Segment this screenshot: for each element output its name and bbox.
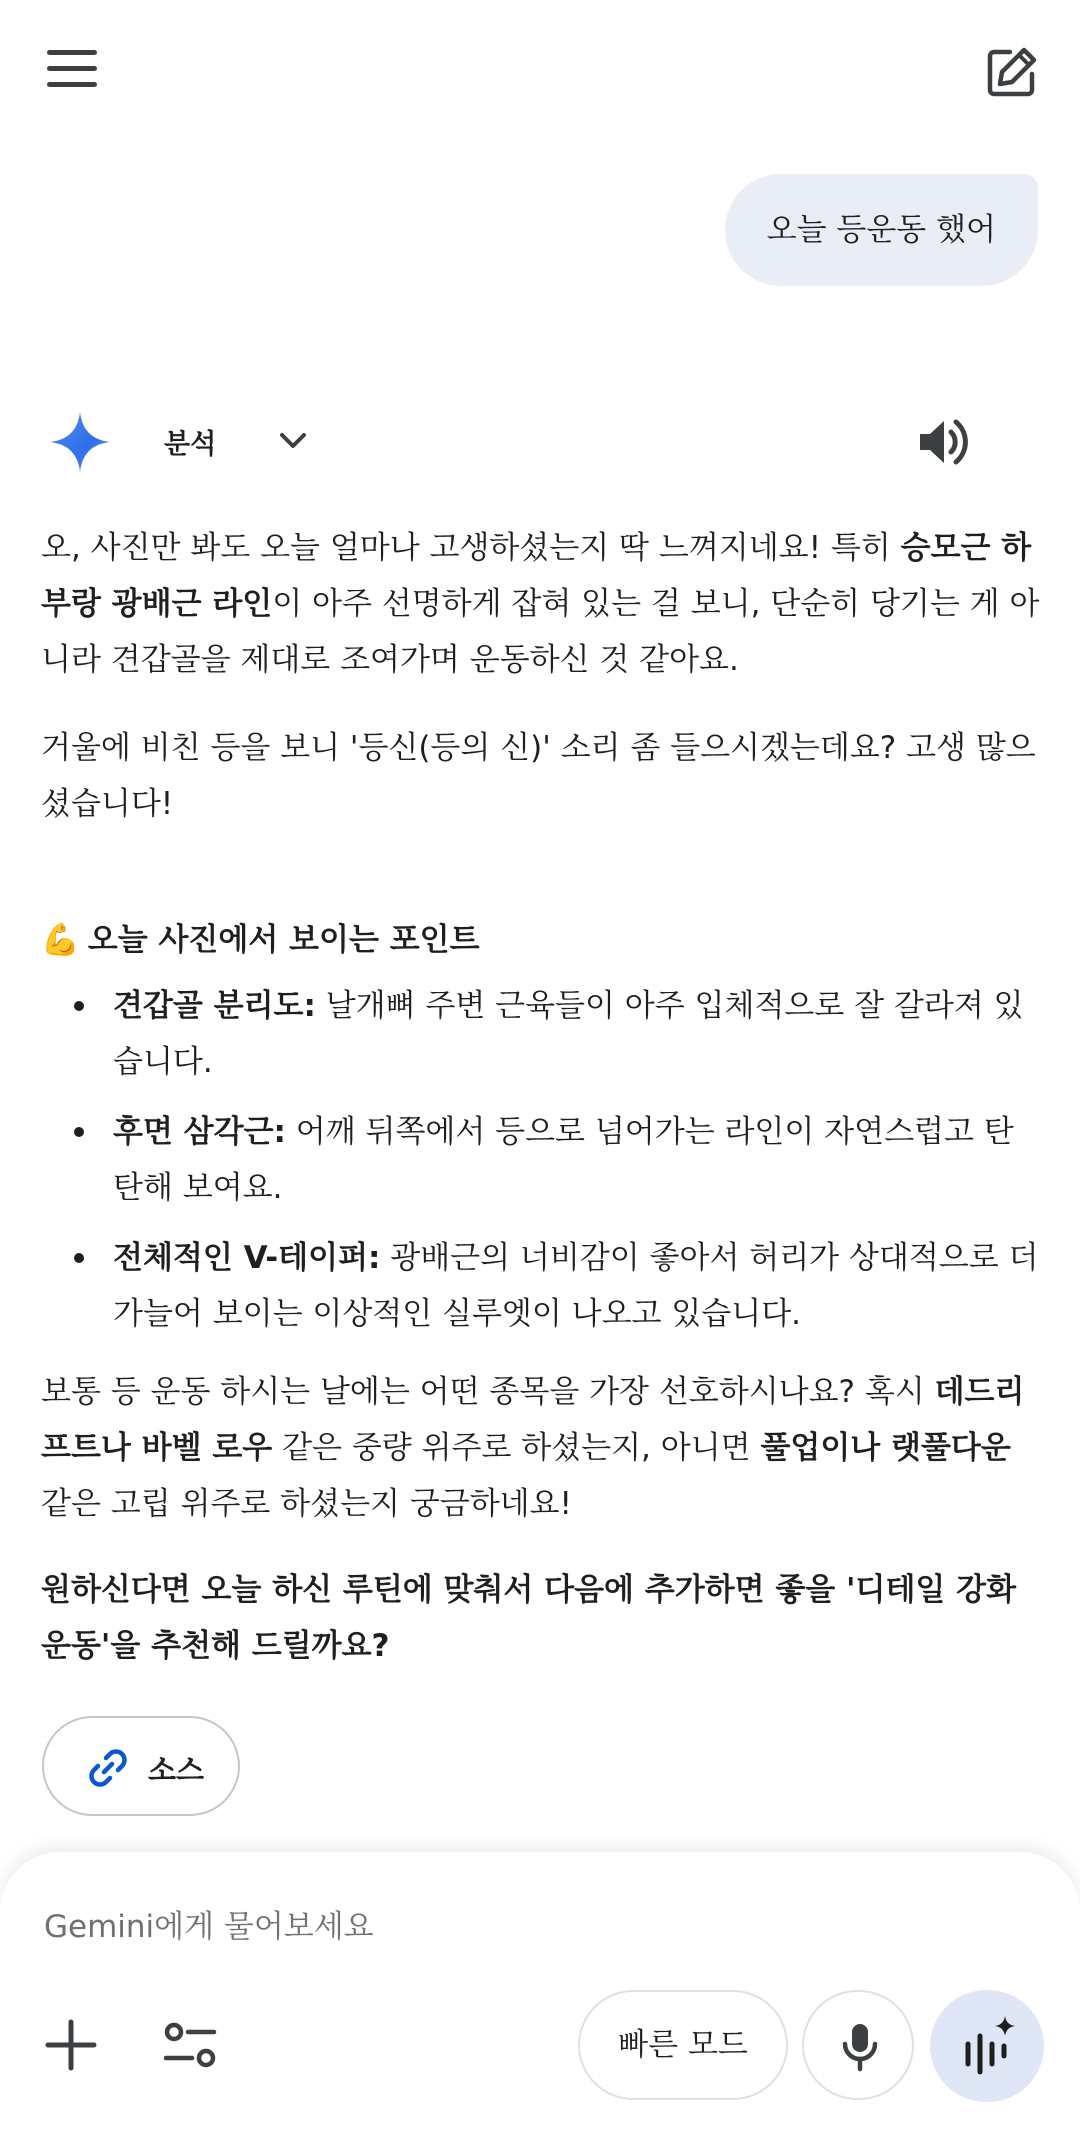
top-bar <box>0 0 1080 150</box>
response-paragraph: 오, 사진만 봐도 오늘 얼마나 고생하셨는지 딱 느껴지네요! 특히 승모근 하부랑 광배근 라인이 아주 선명하게 잡혀 있는 걸 보니, 단순히 당기는 게 아니라 견갑골을 제대로 조여가며 운동하신 것 같아요. <box>41 530 1040 678</box>
gemini-sparkle-icon <box>48 410 112 474</box>
chevron-down-icon[interactable] <box>276 424 310 458</box>
fast-mode-button[interactable]: 빠른 모드 <box>578 1990 788 2100</box>
source-button-label: 소스 <box>148 1753 205 1787</box>
list-item: 견갑골 분리도: 날개뼈 주변 근육들이 아주 입체적으로 잘 갈라져 있습니다. <box>41 978 1041 1090</box>
list-item: 전체적인 V-테이퍼: 광배근의 너비감이 좋아서 허리가 상대적으로 더 가늘어 보이는 이상적인 실루엣이 나오고 있습니다. <box>41 1230 1041 1342</box>
hamburger-menu-icon[interactable] <box>40 50 104 94</box>
source-button[interactable] <box>42 1716 240 1816</box>
list-item: 후면 삼각근: 어깨 뒤쪽에서 등으로 넘어가는 라인이 자연스럽고 탄탄해 보여요. <box>41 1104 1041 1216</box>
new-chat-edit-icon[interactable] <box>984 44 1040 100</box>
user-message-bubble: 오늘 등운동 했어 <box>725 174 1038 286</box>
response-content <box>41 520 1041 1674</box>
microphone-button[interactable] <box>802 1990 914 2100</box>
points-list <box>41 978 1041 1342</box>
response-paragraph: 보통 등 운동 하시는 날에는 어떤 종목을 가장 선호하시나요? 혹시 데드리프트나 바벨 로우 같은 중량 위주로 하셨는지, 아니면 풀업이나 랫풀다운 같은 고립 위주로 하셨는지 궁금하네요! <box>41 1374 1025 1522</box>
link-icon <box>86 1746 130 1790</box>
plus-icon[interactable] <box>40 2014 102 2076</box>
section-heading: 💪 오늘 사진에서 보이는 포인트 <box>41 912 1041 968</box>
speaker-icon[interactable] <box>916 414 974 470</box>
live-audio-icon <box>958 2014 1018 2078</box>
live-audio-button[interactable] <box>930 1990 1044 2102</box>
response-paragraph: 거울에 비친 등을 보니 '등신(등의 신)' 소리 좀 들으시겠는데요? 고생 많으셨습니다! <box>41 730 1036 822</box>
tools-sliders-icon[interactable] <box>160 2014 222 2076</box>
prompt-input[interactable] <box>44 1902 944 1952</box>
composer-panel <box>0 1852 1080 2138</box>
analysis-mode-label: 분석 <box>164 429 217 460</box>
response-paragraph: 원하신다면 오늘 하신 루틴에 맞춰서 다음에 추가하면 좋을 '디테일 강화 운동'을 추천해 드릴까요? <box>41 1572 1017 1664</box>
microphone-icon <box>840 2022 880 2072</box>
flexed-biceps-emoji: 💪 <box>41 922 80 958</box>
response-header <box>40 400 1040 480</box>
